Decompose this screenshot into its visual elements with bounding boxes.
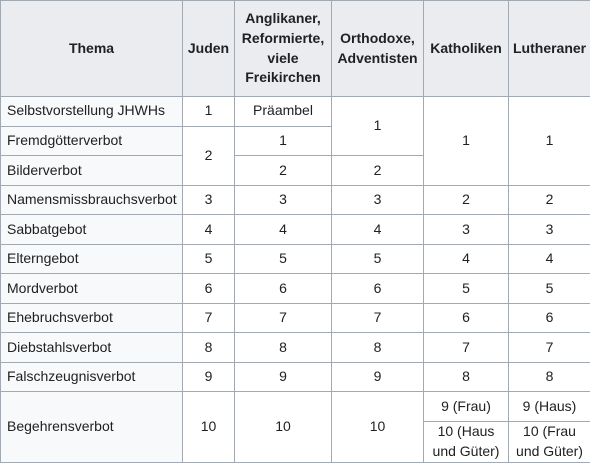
thema-cell: Selbstvorstellung JHWHs: [1, 97, 183, 127]
table-row: [1, 274, 590, 304]
anglikaner-cell: 3: [235, 185, 332, 215]
anglikaner-cell: 9: [235, 362, 332, 392]
orthodoxe-cell: 5: [332, 244, 424, 274]
thema-cell: Begehrensverbot: [1, 392, 183, 463]
anglikaner-cell: 8: [235, 333, 332, 363]
orthodoxe-cell: 3: [332, 185, 424, 215]
table-row: [1, 362, 590, 392]
orthodoxe-cell: 6: [332, 274, 424, 304]
katholiken-cell: 8: [424, 362, 509, 392]
table-row: [1, 97, 590, 127]
table-row: [1, 244, 590, 274]
anglikaner-cell: 5: [235, 244, 332, 274]
lutheraner-cell: 8: [509, 362, 590, 392]
orthodoxe-cell: 4: [332, 215, 424, 245]
anglikaner-cell: 1: [235, 126, 332, 156]
orthodoxe-cell: 2: [332, 156, 424, 186]
katholiken-cell: 5: [424, 274, 509, 304]
juden-cell: 9: [183, 362, 235, 392]
header-anglikaner: Anglikaner, Reformierte, viele Freikirchen: [235, 1, 332, 97]
katholiken-cell: 6: [424, 303, 509, 333]
juden-cell: 2: [183, 126, 235, 185]
table-row: [1, 185, 590, 215]
lutheraner-cell: 1: [509, 97, 590, 186]
thema-cell: Diebstahlsverbot: [1, 333, 183, 363]
juden-cell: 7: [183, 303, 235, 333]
thema-cell: Bilderverbot: [1, 156, 183, 186]
lutheraner-cell: 6: [509, 303, 590, 333]
thema-cell: Sabbatgebot: [1, 215, 183, 245]
katholiken-cell: 10 (Haus und Güter): [424, 422, 509, 463]
juden-cell: 8: [183, 333, 235, 363]
katholiken-cell: 3: [424, 215, 509, 245]
table-row: [1, 303, 590, 333]
header-juden: Juden: [183, 1, 235, 97]
header-lutheraner: Lutheraner: [509, 1, 590, 97]
anglikaner-cell: 2: [235, 156, 332, 186]
thema-cell: Namensmissbrauchsverbot: [1, 185, 183, 215]
table-row: [1, 333, 590, 363]
lutheraner-cell: 9 (Haus): [509, 392, 590, 422]
anglikaner-cell: 7: [235, 303, 332, 333]
anglikaner-cell: 10: [235, 392, 332, 463]
thema-cell: Fremdgötterverbot: [1, 126, 183, 156]
lutheraner-cell: 2: [509, 185, 590, 215]
anglikaner-cell: 4: [235, 215, 332, 245]
katholiken-cell: 4: [424, 244, 509, 274]
katholiken-cell: 9 (Frau): [424, 392, 509, 422]
orthodoxe-cell: 9: [332, 362, 424, 392]
katholiken-cell: 7: [424, 333, 509, 363]
juden-cell: 3: [183, 185, 235, 215]
juden-cell: 6: [183, 274, 235, 304]
lutheraner-cell: 4: [509, 244, 590, 274]
header-katholiken: Katholiken: [424, 1, 509, 97]
orthodoxe-cell: 7: [332, 303, 424, 333]
katholiken-cell: 1: [424, 97, 509, 186]
lutheraner-cell: 3: [509, 215, 590, 245]
orthodoxe-cell: 10: [332, 392, 424, 463]
orthodoxe-cell: 8: [332, 333, 424, 363]
lutheraner-cell: 5: [509, 274, 590, 304]
orthodoxe-cell: 1: [332, 97, 424, 156]
juden-cell: 5: [183, 244, 235, 274]
juden-cell: 10: [183, 392, 235, 463]
thema-cell: Ehebruchsverbot: [1, 303, 183, 333]
table-row: [1, 215, 590, 245]
anglikaner-cell: Präambel: [235, 97, 332, 127]
juden-cell: 1: [183, 97, 235, 127]
anglikaner-cell: 6: [235, 274, 332, 304]
thema-cell: Falschzeugnisverbot: [1, 362, 183, 392]
juden-cell: 4: [183, 215, 235, 245]
lutheraner-cell: 10 (Frau und Güter): [509, 422, 590, 463]
header-row: [1, 1, 590, 97]
table-row: [1, 392, 590, 422]
lutheraner-cell: 7: [509, 333, 590, 363]
katholiken-cell: 2: [424, 185, 509, 215]
thema-cell: Mordverbot: [1, 274, 183, 304]
thema-cell: Elterngebot: [1, 244, 183, 274]
header-orthodoxe: Orthodoxe, Adventisten: [332, 1, 424, 97]
header-thema: Thema: [1, 1, 183, 97]
